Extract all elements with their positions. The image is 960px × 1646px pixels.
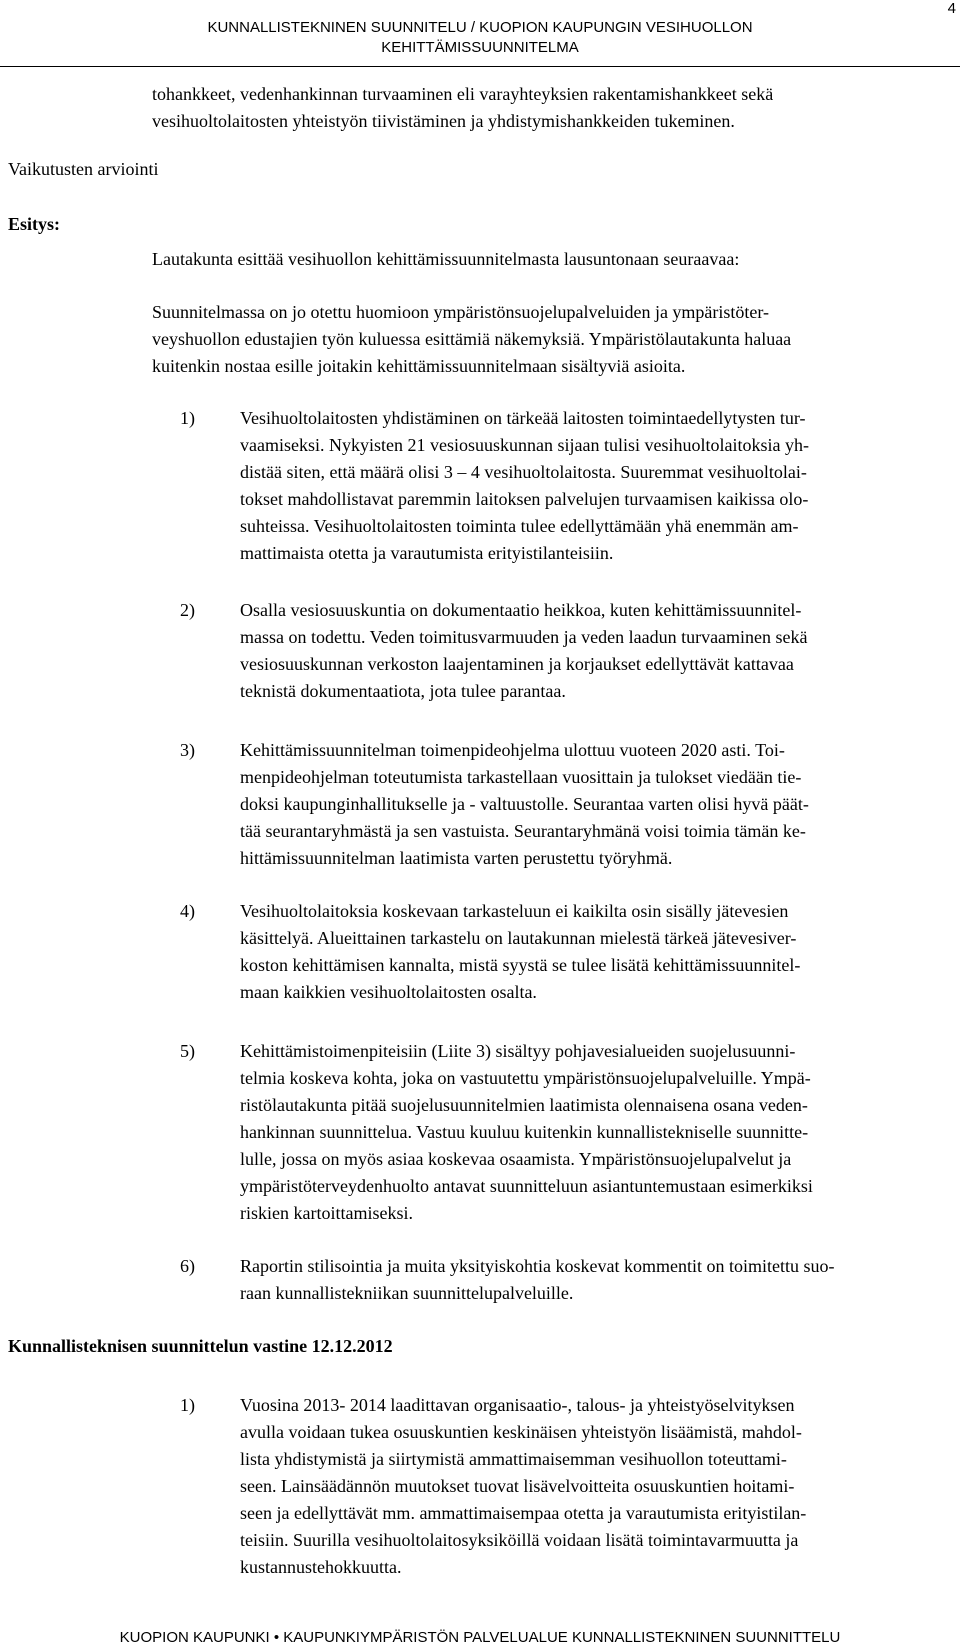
item-line: hittämissuunnitelman laatimista varten perustettu työryhmä. [240, 848, 673, 868]
lautakunta-line: Lautakunta esittää vesihuollon kehittämissuunnitelmasta lausuntonaan seuraavaa: [152, 249, 740, 269]
list-item-2 [240, 597, 955, 705]
paragraph-line: veyshuollon edustajien työn kuluessa esittämiä näkemyksiä. Ympäristölautakunta haluaa [152, 329, 792, 349]
item-number: 1) [180, 408, 195, 428]
item-line: massa on todettu. Veden toimitusvarmuuden ja veden laadun turvaaminen sekä [240, 627, 808, 647]
intro-statement-paragraph [152, 299, 791, 380]
list-item-1 [240, 405, 955, 567]
item-line: seen ja edellyttävät mm. ammattimaisempaa otetta ja varautumista erityistilan- [240, 1503, 807, 1523]
intro-line: tohankkeet, vedenhankinnan turvaaminen eli varayhteyksien rakentamishankkeet sekä [152, 84, 774, 104]
item-line: mattimaista otetta ja varautumista erityistilanteisiin. [240, 543, 614, 563]
item-line: doksi kaupunginhallitukselle ja - valtuustolle. Seurantaa varten olisi hyvä päät- [240, 794, 809, 814]
header-rule [0, 66, 960, 67]
item-line: lulle, jossa on myös asiaa koskevaa osaamista. Ympäristönsuojelupalvelut ja [240, 1149, 792, 1169]
list-item-5 [240, 1038, 955, 1227]
item-line: menpideohjelman toteutumista tarkastellaan vuosittain ja tulokset viedään tie- [240, 767, 802, 787]
item-number: 2) [180, 600, 195, 620]
list-item-4 [240, 898, 955, 1006]
item-line: tokset mahdollistavat paremmin laitoksen palvelujen turvaamisen kaikissa olo- [240, 489, 809, 509]
list-item-3 [240, 737, 955, 872]
item-line: suhteissa. Vesihuoltolaitosten toiminta tulee edellyttämään yhä enemmän am- [240, 516, 799, 536]
item-line: Vesihuoltolaitosten yhdistäminen on tärkeää laitosten toimintaedellytysten tur- [240, 408, 806, 428]
item-line: Vesihuoltolaitoksia koskevaan tarkasteluun ei kaikilta osin sisälly jätevesien [240, 901, 789, 921]
page-footer: KUOPION KAUPUNKI • KAUPUNKIYMPÄRISTÖN PALVELUALUE KUNNALLISTEKNINEN SUUNNITTELU [119, 1629, 841, 1646]
page-number: 4 [947, 0, 956, 17]
item-line: teknistä dokumentaatiota, jota tulee parantaa. [240, 681, 566, 701]
vastine-item-1 [240, 1392, 955, 1581]
item-number: 5) [180, 1041, 195, 1061]
item-line: avulla voidaan tukea osuuskuntien keskinäisen yhteistyön lisäämistä, mahdol- [240, 1422, 802, 1442]
intro-line: vesihuoltolaitosten yhteistyön tiivistäminen ja yhdistymishankkeiden tukeminen. [152, 111, 735, 131]
item-line: seen. Lainsäädännön muutokset tuovat lisävelvoitteita osuuskuntien hoitami- [240, 1476, 795, 1496]
item-line: distää siten, että määrä olisi 3 – 4 vesihuoltolaitosta. Suuremmat vesihuoltolai- [240, 462, 807, 482]
item-line: tää seurantaryhmästä ja sen vastuista. Seurantaryhmänä voisi toimia tämän ke- [240, 821, 806, 841]
item-line: vesiosuuskunnan verkoston laajentaminen ja korjaukset edellyttävät kattavaa [240, 654, 794, 674]
intro-paragraph [152, 81, 773, 135]
item-line: kustannustehokkuutta. [240, 1557, 402, 1577]
item-line: Osalla vesiosuuskuntia on dokumentaatio heikkoa, kuten kehittämissuunnitel- [240, 600, 802, 620]
item-line: Kehittämistoimenpiteisiin (Liite 3) sisältyy pohjavesialueiden suojelusuunni- [240, 1041, 796, 1061]
item-line: lista yhdistymistä ja siirtymistä ammattimaisemman vesihuollon toteuttami- [240, 1449, 787, 1469]
page-header [0, 18, 960, 58]
item-line: telmia koskeva kohta, joka on vastuutettu ympäristönsuojelupalveluille. Ympä- [240, 1068, 811, 1088]
header-line-1: KUNNALLISTEKNINEN SUUNNITELU / KUOPION KAUPUNGIN VESIHUOLLON [207, 19, 753, 36]
item-line: Vuosina 2013- 2014 laadittavan organisaatio-, talous- ja yhteistyöselvityksen [240, 1395, 795, 1415]
vastine-heading: Kunnallisteknisen suunnittelun vastine 12.12.2012 [8, 1336, 393, 1356]
item-line: käsittelyä. Alueittainen tarkastelu on lautakunnan mielestä tärkeä jätevesiver- [240, 928, 797, 948]
item-line: hankinnan suunnittelua. Vastuu kuuluu kuitenkin kunnallistekniselle suunnitte- [240, 1122, 809, 1142]
esitys-label: Esitys: [8, 214, 61, 234]
item-line: Kehittämissuunnitelman toimenpideohjelma ulottuu vuoteen 2020 asti. Toi- [240, 740, 785, 760]
item-number: 6) [180, 1256, 195, 1276]
item-number: 3) [180, 740, 195, 760]
item-line: maan kaikkien vesihuoltolaitosten osalta. [240, 982, 537, 1002]
item-line: raan kunnallistekniikan suunnittelupalveluille. [240, 1283, 574, 1303]
item-line: vaamiseksi. Nykyisten 21 vesiosuuskunnan sijaan tulisi vesihuoltolaitoksia yh- [240, 435, 809, 455]
item-line: koston kehittämisen kannalta, mistä syystä se tulee lisätä kehittämissuunnitel- [240, 955, 801, 975]
item-line: teisiin. Suurilla vesihuoltolaitosyksiköillä voidaan lisätä toimintavarmuutta ja [240, 1530, 799, 1550]
item-line: ristölautakunta pitää suojelusuunnitelmien laatimista olennaisena osana veden- [240, 1095, 808, 1115]
item-line: riskien kartoittamiseksi. [240, 1203, 413, 1223]
paragraph-line: Suunnitelmassa on jo otettu huomioon ympäristönsuojelupalveluiden ja ympäristöter- [152, 302, 770, 322]
paragraph-line: kuitenkin nostaa esille joitakin kehittämissuunnitelmaan sisältyviä asioita. [152, 356, 686, 376]
list-item-6 [240, 1253, 955, 1307]
item-line: ympäristöterveydenhuolto antavat suunnitteluun asiantuntemustaan esimerkiksi [240, 1176, 813, 1196]
item-number: 1) [180, 1395, 195, 1415]
item-number: 4) [180, 901, 195, 921]
vaikutusten-arviointi-label: Vaikutusten arviointi [8, 159, 159, 179]
item-line: Raportin stilisointia ja muita yksityiskohtia koskevat kommentit on toimitettu suo- [240, 1256, 835, 1276]
header-line-2: KEHITTÄMISSUUNNITELMA [381, 39, 579, 56]
